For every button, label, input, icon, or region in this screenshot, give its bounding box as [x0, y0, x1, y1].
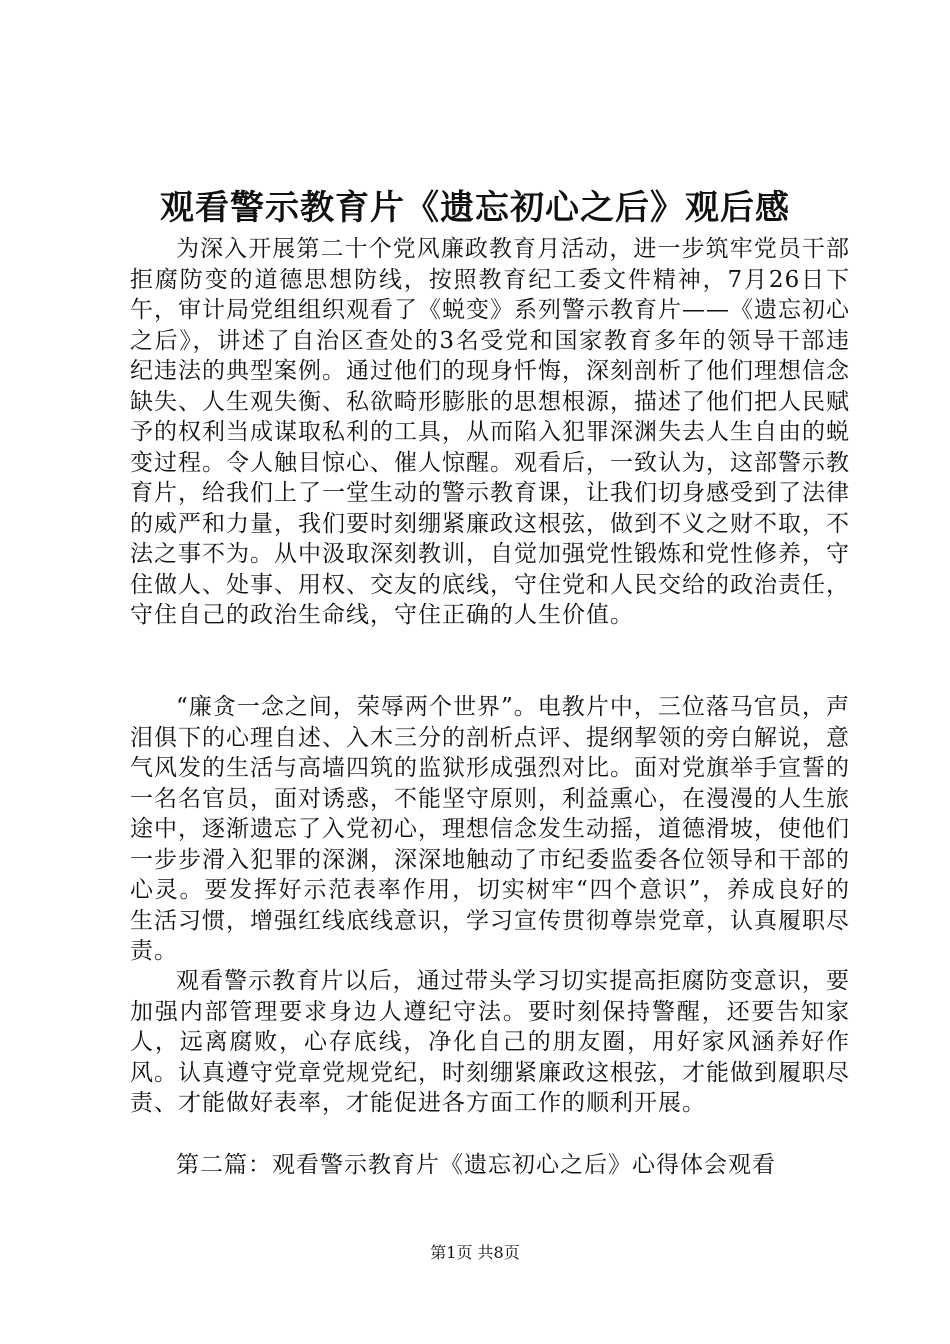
paragraph-4: 第二篇：观看警示教育片《遗忘初心之后》心得体会观看 — [176, 1152, 776, 1178]
page-number-footer: 第1页 共8页 — [430, 1243, 520, 1262]
paragraph-3: 观看警示教育片以后，通过带头学习切实提高拒腐防变意识，要加强内部管理要求身边人遵纪守法。要时刻保持警醒，还要告知家人，远离腐败，心存底线，净化自己的朋友圈，用好家风涵养好作风。认真遵守党章党规党纪，时刻绷紧廉政这根弦，才能做到履职尽责、才能做好表率，才能促进各方面工作的顺利开展。 — [130, 968, 850, 1116]
paragraph-1: 为深入开展第二十个党风廉政教育月活动，进一步筑牢党员干部拒腐防变的道德思想防线，按照教育纪工委文件精神，7月26日下午，审计局党组组织观看了《蜕变》系列警示教育片——《遗忘初心之后》，讲述了自治区查处的3名受党和国家教育多年的领导干部违纪违法的典型案例。通过他们的现身忏悔，深刻剖析了他们理想信念缺失、人生观失衡、私欲畸形膨胀的思想根源，描述了他们把人民赋予的权利当成谋取私利的工具，从而陷入犯罪深渊失去人生自由的蜕变过程。令人触目惊心、催人惊醒。观看后，一致认为，这部警示教育片，给我们上了一堂生动的警示教育课，让我们切身感受到了法律的威严和力量，我们要时刻绷紧廉政这根弦，做到不义之财不取，不法之事不为。从中汲取深刻教训，自觉加强党性锻炼和党性修养，守住做人、处事、用权、交友的底线，守住党和人民交给的政治责任，守住自己的政治生命线，守住正确的人生价值。 — [130, 236, 850, 628]
document-title: 观看警示教育片《遗忘初心之后》观后感 — [160, 188, 790, 228]
paragraph-2: “廉贪一念之间，荣辱两个世界”。电教片中，三位落马官员，声泪俱下的心理自述、入木三分的剖析点评、提纲挈领的旁白解说，意气风发的生活与高墙四筑的监狱形成强烈对比。面对党旗举手宣誓的一名名官员，面对诱惑，不能坚守原则，利益熏心，在漫漫的人生旅途中，逐渐遗忘了入党初心，理想信念发生动摇，道德滑坡，使他们一步步滑入犯罪的深渊，深深地触动了市纪委监委各位领导和干部的心灵。要发挥好示范表率作用，切实树牢“四个意识”，养成良好的生活习惯，增强红线底线意识，学习宣传贯彻尊崇党章，认真履职尽责。 — [130, 694, 850, 964]
